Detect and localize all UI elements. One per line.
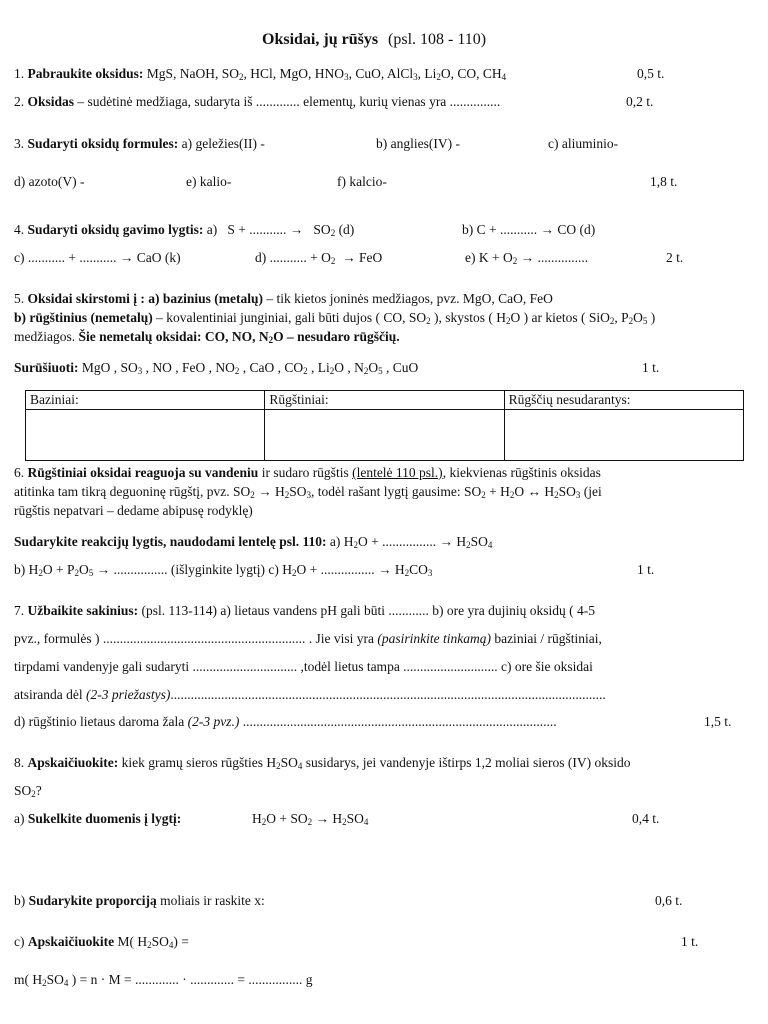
question-8-line-1: 8. Apskaičiuokite: kiek gramų sieros rūgšties $H_2SO_4$ susidarys, jei vandenyje ištirps 1,2 moliai sieros (IV) oksido <box>14 755 631 771</box>
question-4: 4. Sudaryti oksidų gavimo lygtis: a) S + ........... → $SO_2$ (d) <box>14 222 355 238</box>
question-5-line-1: 5. Oksidai skirstomi į : a) bazinius (metalų) – tik kietos joninės medžiagos, pvz. MgO, CaO, FeO <box>14 291 553 306</box>
q8-equation: $H_2O + SO_2 \to H_2SO_4$ <box>252 811 369 827</box>
table-reference: (lentelė 110 psl.) <box>352 465 443 480</box>
question-2: 2. Oksidas – sudėtinė medžiaga, sudaryta iš ............. elementų, kurių vienas yra ............... <box>14 94 501 109</box>
q4-eq-d: d) ........... + $O_2$ → FeO <box>255 250 383 266</box>
q5-sort-task: Surūšiuoti: MgO , $SO_3$ , NO , FeO , $NO_2$ , CaO , $CO_2$ , $Li_2O$ , $N_2O_5$ , CuO <box>14 360 419 376</box>
cell-acidic[interactable] <box>265 410 504 461</box>
q2-definition: – sudėtinė medžiaga, sudaryta iš ............. elementų, kurių vienas yra ............... <box>77 94 501 109</box>
question-7-line-5: d) rūgštinio lietaus daroma žala (2-3 pvz.) ............................................................................................. <box>14 714 557 729</box>
q8-task-b: b) Sudarykite proporciją moliais ir raskite x: <box>14 893 265 908</box>
page-title <box>262 30 486 49</box>
q8a-points: 0,4 t. <box>632 811 660 826</box>
oxide-sorting-table <box>25 390 744 461</box>
q4-instruction: Sudaryti oksidų gavimo lygtis: <box>27 222 204 237</box>
q2-points: 0,2 t. <box>626 94 654 109</box>
header-neutral: Rūgščių nesudarantys: <box>504 391 743 410</box>
q8b-points: 0,6 t. <box>655 893 683 908</box>
question-7-line-2: pvz., formulės ) ............................................................ . Jie visi yra (pasirinkite tinkamą) baziniai / rūgštiniai, <box>14 631 602 646</box>
question-6-line-1: 6. Rūgštiniai oksidai reaguoja su vandeniu ir sudaro rūgštis (lentelė 110 psl.), kiekvienas rūgštinis oksidas <box>14 465 601 480</box>
q4-points: 2 t. <box>666 250 684 265</box>
q6-reaction-task: Sudarykite reakcijų lygtis, naudodami lentelę psl. 110: a) $H_2O$ + ................ → $H_2SO_4$ <box>14 534 493 550</box>
question-8-line-2: $SO_2$? <box>14 783 42 799</box>
table-header-row <box>26 391 744 410</box>
table-row <box>26 410 744 461</box>
title-pages: (psl. 108 - 110) <box>388 31 487 48</box>
question-5-line-2: b) rūgštinius (nemetalų) – kovalentiniai junginiai, gali būti dujos ( CO, $SO_2$ ), skystos ( $H_2O$ ) ar kietos ( SiO$_2$, $P_2O_5$ ) <box>14 310 656 326</box>
q3-item-b: b) anglies(IV) - <box>376 136 460 151</box>
q3-item-a: a) geležies(II) - <box>181 136 265 151</box>
question-7-line-4: atsiranda dėl (2-3 priežastys)................................................................................................................................. <box>14 687 606 702</box>
q8-mass-formula: m( $H_2SO_4$ ) = n · M = ............. · ............. = ................ g <box>14 972 313 988</box>
cell-neutral[interactable] <box>504 410 743 461</box>
q4-eq-b: b) C + ........... → CO (d) <box>462 222 596 237</box>
q3-item-e: e) kalio- <box>186 174 232 189</box>
q3-points: 1,8 t. <box>650 174 678 189</box>
header-basic: Baziniai: <box>26 391 265 410</box>
q1-formulas: MgS, NaOH, $SO_2$, HCl, MgO, $HNO_3$, CuO, AlCl$_3$, $Li_2O$, CO, $CH_4$ <box>146 66 507 82</box>
question-7-line-3: tirpdami vandenyje gali sudaryti ............................... ,todėl lietus tampa ............................ c) ore šie oksidai <box>14 659 593 674</box>
cell-basic[interactable] <box>26 410 265 461</box>
question-3: 3. Sudaryti oksidų formules: a) geležies(II) - <box>14 136 265 151</box>
q3-item-c: c) aliuminio- <box>548 136 619 151</box>
q2-term: Oksidas <box>27 94 75 109</box>
question-5-line-3: medžiagos. Šie nemetalų oksidai: CO, NO, $N_2O$ – nesudaro rūgščių. <box>14 329 400 345</box>
question-6-line-3: rūgštis nepatvari – dedame abipusę rodyklę) <box>14 503 253 518</box>
q1-points: 0,5 t. <box>637 66 665 81</box>
q3-item-f: f) kalcio- <box>337 174 387 189</box>
q3-instruction: Sudaryti oksidų formules: <box>27 136 179 151</box>
q5-points: 1 t. <box>642 360 660 375</box>
q6-points: 1 t. <box>637 562 655 577</box>
q1-instruction: Pabraukite oksidus: <box>27 66 144 81</box>
q4-eq-e: e) $K + O_2$ → ............... <box>465 250 589 266</box>
q4-eq-a: S + ........... → <box>227 222 304 237</box>
header-acidic: Rūgštiniai: <box>265 391 504 410</box>
q8-task-c: c) Apskaičiuokite M( $H_2SO_4$) = <box>14 934 189 950</box>
question-7-line-1: 7. Užbaikite sakinius: (psl. 113-114) a) lietaus vandens pH gali būti ............ b) ore yra dujinių oksidų ( 4-5 <box>14 603 595 618</box>
q7-points: 1,5 t. <box>704 714 732 729</box>
q6-reaction-b-c: b) $H_2O + P_2O_5$ → ................ (išlyginkite lygtį) c) $H_2O$ + ................ → $H_2CO_3$ <box>14 562 433 578</box>
q4-eq-c: c) ........... + ........... → CaO (k) <box>14 250 181 265</box>
question-1: 1. Pabraukite oksidus: MgS, NaOH, $SO_2$, HCl, MgO, $HNO_3$, CuO, AlCl$_3$, $Li_2O$, CO, $CH_4$ <box>14 66 507 82</box>
q8-task-a: a) Sukelkite duomenis į lygtį: <box>14 811 182 826</box>
q8c-points: 1 t. <box>681 934 699 949</box>
question-6-line-2: atitinka tam tikrą deguoninę rūgštį, pvz. $SO_2 \to H_2SO_3$, todėl rašant lygtį gausime: $SO_2 + H_2O$ ↔ $H_2SO_3$ (jei <box>14 484 602 500</box>
q3-item-d: d) azoto(V) - <box>14 174 85 189</box>
title-main: Oksidai, jų rūšys <box>262 31 379 48</box>
